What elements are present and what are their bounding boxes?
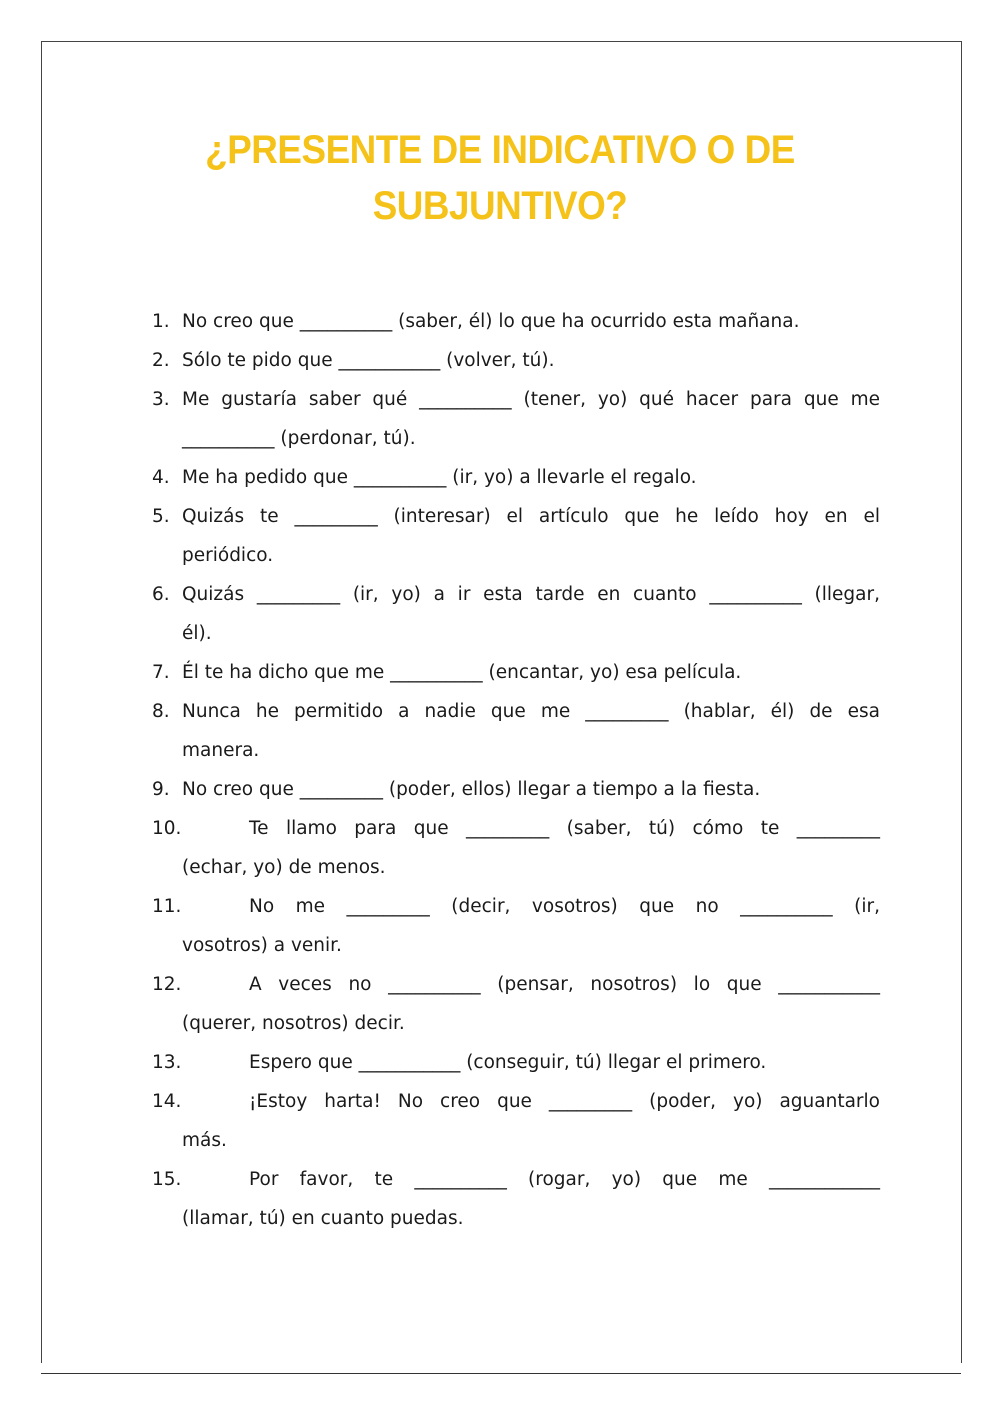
- exercise-item: [152, 965, 880, 1043]
- exercise-text-continued: más.: [182, 1130, 227, 1151]
- exercise-text: ¡Estoy harta! No creo que _________ (poder, yo) aguantarlo: [249, 1091, 880, 1112]
- exercise-text-continued: __________ (perdonar, tú).: [182, 428, 416, 449]
- exercise-item: [152, 341, 880, 380]
- exercise-number: 5.: [152, 506, 170, 527]
- exercise-item: [152, 887, 880, 965]
- exercise-text-continued: (querer, nosotros) decir.: [182, 1013, 405, 1034]
- exercise-text-continued: él).: [182, 623, 212, 644]
- exercise-item: [152, 575, 880, 653]
- exercise-number: 1.: [152, 311, 170, 332]
- exercise-number: 7.: [152, 662, 170, 683]
- exercise-text: Quizás te _________ (interesar) el artículo que he leído hoy en el: [182, 506, 880, 527]
- exercise-item: [152, 1082, 880, 1160]
- exercise-number: 10.: [152, 818, 182, 839]
- exercise-text: Él te ha dicho que me __________ (encantar, yo) esa película.: [182, 662, 742, 683]
- exercise-text: Por favor, te __________ (rogar, yo) que me ____________: [249, 1169, 880, 1190]
- exercise-text-continued: vosotros) a venir.: [182, 935, 342, 956]
- exercise-text: No creo que __________ (saber, él) lo que ha ocurrido esta mañana.: [182, 311, 800, 332]
- exercise-number: 6.: [152, 584, 170, 605]
- exercise-number: 15.: [152, 1169, 182, 1190]
- exercise-text-continued: (llamar, tú) en cuanto puedas.: [182, 1208, 464, 1229]
- exercise-text: Te llamo para que _________ (saber, tú) cómo te _________: [249, 818, 880, 839]
- exercise-text-continued: manera.: [182, 740, 260, 761]
- exercise-text: A veces no __________ (pensar, nosotros) lo que ___________: [249, 974, 880, 995]
- exercise-number: 14.: [152, 1091, 182, 1112]
- exercise-text: Sólo te pido que ___________ (volver, tú).: [182, 350, 555, 371]
- exercise-item: [152, 770, 880, 809]
- exercise-number: 4.: [152, 467, 170, 488]
- exercise-number: 8.: [152, 701, 170, 722]
- exercise-text: No me _________ (decir, vosotros) que no __________ (ir,: [249, 896, 880, 917]
- exercise-number: 9.: [152, 779, 170, 800]
- exercise-item: [152, 1043, 880, 1082]
- exercise-item: [152, 1160, 880, 1238]
- exercise-item: [152, 497, 880, 575]
- exercise-item: [152, 692, 880, 770]
- exercise-item: [152, 653, 880, 692]
- exercise-text: Quizás _________ (ir, yo) a ir esta tarde en cuanto __________ (llegar,: [182, 584, 880, 605]
- exercise-text: Me gustaría saber qué __________ (tener, yo) qué hacer para que me: [182, 389, 880, 410]
- exercise-text: Me ha pedido que __________ (ir, yo) a llevarle el regalo.: [182, 467, 697, 488]
- exercise-number: 2.: [152, 350, 170, 371]
- title-line-2: SUBJUNTIVO?: [372, 184, 628, 228]
- exercise-list: [152, 302, 880, 1238]
- exercise-item: [152, 458, 880, 497]
- bottom-rule: [41, 1373, 961, 1374]
- title-line-1: ¿PRESENTE DE INDICATIVO O DE: [205, 128, 795, 172]
- exercise-number: 13.: [152, 1052, 182, 1073]
- exercise-text: Espero que ___________ (conseguir, tú) llegar el primero.: [249, 1052, 767, 1073]
- worksheet-title: [95, 122, 905, 234]
- exercise-text-continued: (echar, yo) de menos.: [182, 857, 386, 878]
- exercise-item: [152, 809, 880, 887]
- exercise-text: No creo que _________ (poder, ellos) llegar a tiempo a la fiesta.: [182, 779, 761, 800]
- exercise-number: 3.: [152, 389, 170, 410]
- exercise-item: [152, 380, 880, 458]
- exercise-number: 12.: [152, 974, 182, 995]
- exercise-text-continued: periódico.: [182, 545, 274, 566]
- exercise-item: [152, 302, 880, 341]
- exercise-text: Nunca he permitido a nadie que me _________ (hablar, él) de esa: [182, 701, 880, 722]
- exercise-number: 11.: [152, 896, 182, 917]
